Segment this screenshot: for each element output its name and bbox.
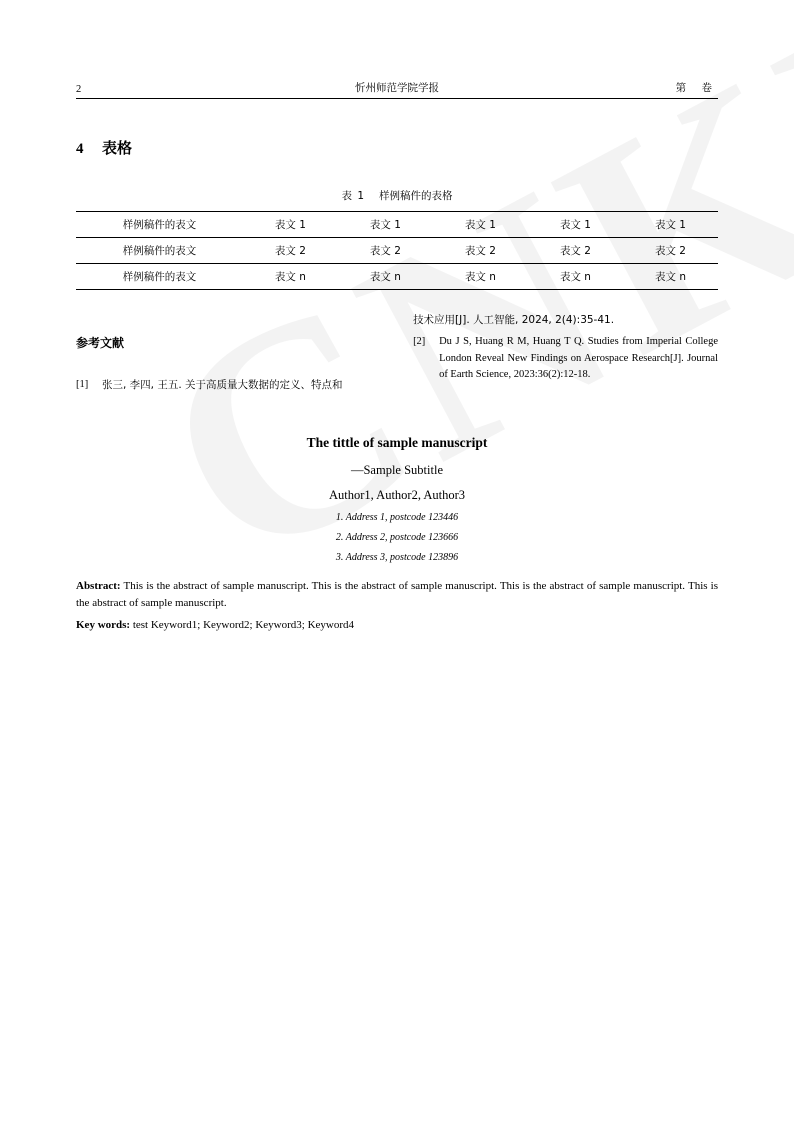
table-row	[76, 264, 718, 290]
reference-number: [2]	[413, 336, 426, 348]
keywords-text: test Keyword1; Keyword2; Keyword3; Keyword4	[130, 619, 355, 632]
references-left-column	[76, 312, 381, 399]
table-row	[76, 238, 718, 264]
table-cell: 表文 n	[338, 264, 433, 290]
table-cell: 表文 n	[528, 264, 623, 290]
abstract-label: Abstract:	[76, 580, 121, 593]
table-cell: 表文 n	[623, 264, 718, 290]
volume-issue: 第 卷	[675, 82, 718, 94]
keywords-label: Key words:	[76, 619, 131, 632]
table-row	[76, 212, 718, 238]
table-cell: 表文 1	[623, 212, 718, 238]
table-cell: 样例稿件的表文	[76, 238, 243, 264]
english-title: The tittle of sample manuscript	[306, 435, 488, 451]
table-cell: 表文 2	[338, 238, 433, 264]
references-heading: 参考文献	[76, 336, 125, 350]
table-caption	[76, 188, 718, 203]
reference-number: [1]	[76, 379, 89, 390]
table-cell: 表文 1	[528, 212, 623, 238]
reference-item	[413, 334, 718, 383]
table-cell: 表文 n	[433, 264, 528, 290]
english-address: 1. Address 1, postcode 123446	[335, 512, 459, 524]
english-address: 3. Address 3, postcode 123896	[335, 552, 459, 564]
table-cell: 表文 1	[338, 212, 433, 238]
table-cell: 样例稿件的表文	[76, 212, 243, 238]
section-number: 4	[76, 141, 84, 157]
table-cell: 表文 2	[433, 238, 528, 264]
english-abstract-block	[76, 435, 718, 634]
references-right-column	[413, 312, 718, 399]
english-keywords	[76, 617, 718, 634]
running-head	[76, 78, 718, 99]
english-authors: Author1, Author2, Author3	[328, 488, 466, 503]
table-caption-text: 样例稿件的表格	[379, 190, 453, 202]
section-heading	[76, 137, 718, 158]
table-cell: 表文 1	[243, 212, 338, 238]
english-subtitle: —Sample Subtitle	[350, 463, 443, 478]
table-cell: 表文 2	[528, 238, 623, 264]
table-cell: 样例稿件的表文	[76, 264, 243, 290]
section-title: 表格	[102, 139, 133, 157]
page-content	[0, 78, 794, 634]
reference-text: 张三, 李四, 王五. 关于高质量大数据的定义、特点和	[102, 379, 343, 391]
page-number: 2	[76, 84, 82, 95]
table-cell: 表文 1	[433, 212, 528, 238]
table-caption-label: 表 1	[341, 190, 366, 202]
table-cell: 表文 2	[623, 238, 718, 264]
reference-text: Du J S, Huang R M, Huang T Q. Studies from Imperial College London Reveal New Findings on Aerospace Research[J]. Journal of Earth Science, 2023:36(2):12-18.	[439, 336, 718, 380]
journal-name: 忻州师范学院学报	[355, 82, 439, 94]
references-section	[76, 312, 718, 399]
english-abstract	[76, 578, 718, 611]
table-cell: 表文 n	[243, 264, 338, 290]
reference-continuation: 技术应用[J]. 人工智能, 2024, 2(4):35-41.	[413, 314, 615, 326]
reference-item	[76, 377, 381, 393]
table-cell: 表文 2	[243, 238, 338, 264]
english-address: 2. Address 2, postcode 123666	[335, 532, 459, 544]
abstract-text: This is the abstract of sample manuscript. This is the abstract of sample manuscript. This is the abstract of sample manuscript. This is the abstract of sample manuscript.	[76, 580, 718, 609]
sample-table	[76, 211, 718, 290]
